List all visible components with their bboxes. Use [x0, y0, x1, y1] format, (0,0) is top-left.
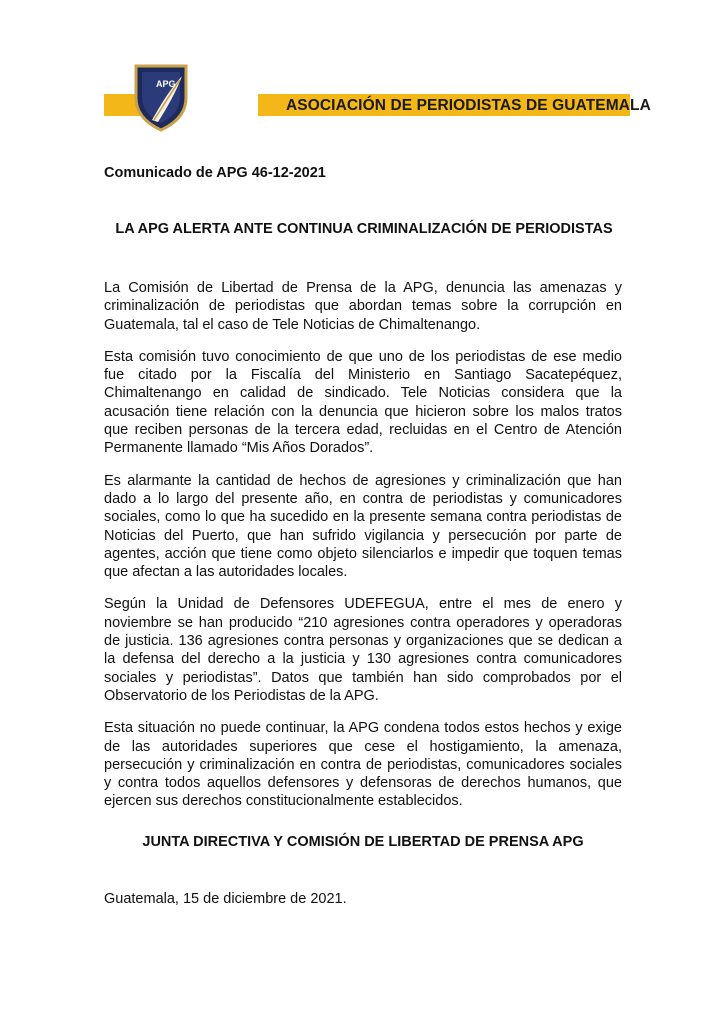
paragraph: Es alarmante la cantidad de hechos de agresiones y criminalización que han dado a lo largo del presente año, en contra de periodistas y comunicadores sociales, como lo que ha sucedido en la presente semana contra periodistas de Noticias del Puerto, que han sufrido vigilancia y persecución por parte de agentes, acción que tiene como objeto silenciarlos e impedir que toquen temas que afectan a las autoridades locales.	[104, 472, 622, 581]
headline: LA APG ALERTA ANTE CONTINUA CRIMINALIZACIÓN DE PERIODISTAS	[115, 221, 613, 237]
shield-quill-logo-icon	[132, 62, 190, 132]
paragraph: La Comisión de Libertad de Prensa de la APG, denuncia las amenazas y criminalización de periodistas que abordan temas sobre la corrupción en Guatemala, tal el caso de Tele Noticias de Chimaltenango.	[104, 280, 622, 333]
paragraph: Esta comisión tuvo conocimiento de que uno de los periodistas de ese medio fue citado por la Fiscalía del Ministerio en Santiago Sacatepéquez, Chimaltenango en calidad de sindicado. Tele Noticias considera que la acusación tiene relación con la denuncia que hicieron sobre los malos tratos que reciben personas de la tercera edad, recluidas en el Centro de Atención Permanente llamado “Mis Años Dorados”.	[104, 348, 622, 457]
communique-number: Comunicado de APG 46-12-2021	[104, 165, 326, 181]
body-text	[104, 279, 622, 825]
paragraph: Esta situación no puede continuar, la APG condena todos estos hechos y exige de las autoridades superiores que cese el hostigamiento, la amenaza, persecución y criminalización en contra de periodistas, comunicadores sociales y contra todos aquellos defensores y defensoras de derechos humanos, que ejercen sus derechos constitucionalmente establecidos.	[104, 720, 622, 810]
logo-text: APG	[156, 79, 176, 89]
signature-line: JUNTA DIRECTIVA Y COMISIÓN DE LIBERTAD DE PRENSA APG	[142, 834, 584, 850]
letterhead	[96, 62, 651, 132]
place-and-date: Guatemala, 15 de diciembre de 2021.	[104, 891, 347, 907]
organization-name: ASOCIACIÓN DE PERIODISTAS DE GUATEMALA	[286, 97, 651, 114]
paragraph: Según la Unidad de Defensores UDEFEGUA, entre el mes de enero y noviembre se han producido “210 agresiones contra operadores y operadoras de justicia. 136 agresiones contra personas y organizaciones que se dedican a la defensa del derecho a la justicia y 130 agresiones contra comunicadores sociales y periodistas”. Datos que también han sido comprobados por el Observatorio de los Periodistas de la APG.	[104, 596, 622, 704]
